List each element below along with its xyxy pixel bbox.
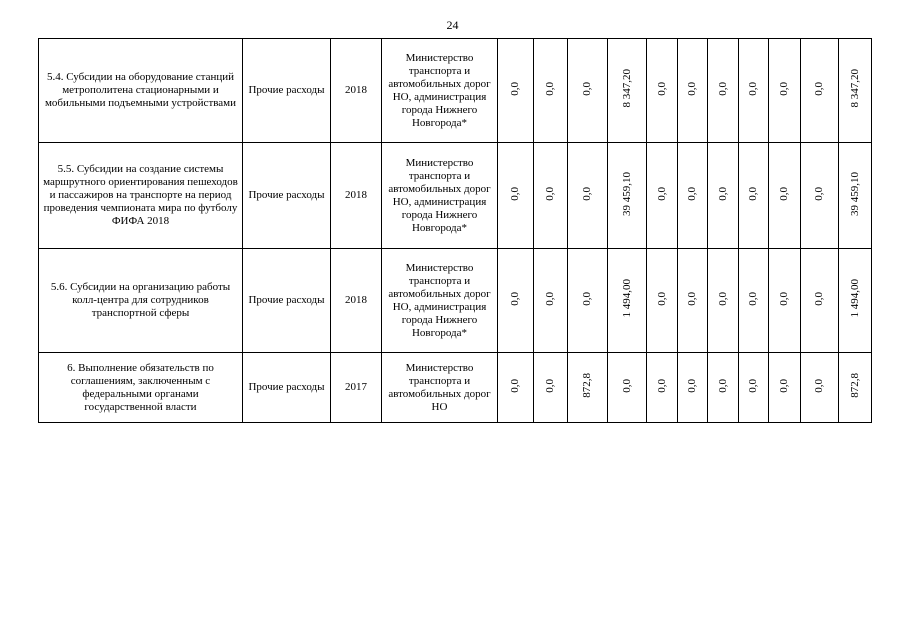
amount-value: 0,0 — [778, 378, 790, 393]
amount-cell — [739, 143, 769, 249]
amount-cell — [708, 143, 739, 249]
amount-cell — [568, 39, 608, 143]
program-item-name: 5.4. Субсидии на оборудование станций метрополитена стационарными и мобильными подъемными устройствами — [39, 39, 243, 143]
amount-cell — [839, 249, 872, 353]
amount-value: 0,0 — [686, 81, 698, 96]
expense-type: Прочие расходы — [243, 143, 331, 249]
amount-cell — [498, 39, 534, 143]
amount-cell — [678, 143, 708, 249]
expense-type: Прочие расходы — [243, 353, 331, 423]
amount-value: 0,0 — [686, 378, 698, 393]
executor: Министерство транспорта и автомобильных дорог НО — [382, 353, 498, 423]
table-row — [39, 143, 872, 249]
amount-cell — [739, 39, 769, 143]
amount-value: 0,0 — [655, 186, 668, 201]
amount-value: 0,0 — [655, 291, 668, 306]
amount-cell — [608, 143, 647, 249]
amount-value: 0,0 — [778, 291, 790, 306]
amount-cell — [534, 249, 568, 353]
amount-value: 0,0 — [686, 186, 698, 201]
program-item-name: 6. Выполнение обязательств по соглашениям, заключенным с федеральными органами государственной власти — [39, 353, 243, 423]
executor: Министерство транспорта и автомобильных дорог НО, администрация города Нижнего Новгорода* — [382, 39, 498, 143]
amount-value: 0,0 — [813, 378, 825, 393]
amount-value: 0,0 — [655, 81, 668, 96]
amount-cell — [769, 143, 801, 249]
program-item-name: 5.6. Субсидии на организацию работы колл-центра для сотрудников транспортной сферы — [39, 249, 243, 353]
amount-cell — [498, 249, 534, 353]
amount-value: 0,0 — [813, 291, 825, 306]
amount-value: 0,0 — [686, 291, 698, 306]
amount-value: 0,0 — [747, 81, 759, 96]
amount-cell — [801, 249, 839, 353]
amount-value: 0,0 — [581, 291, 593, 306]
executor: Министерство транспорта и автомобильных дорог НО, администрация города Нижнего Новгорода* — [382, 143, 498, 249]
amount-cell — [608, 249, 647, 353]
amount-value: 0,0 — [655, 378, 668, 393]
expense-type: Прочие расходы — [243, 249, 331, 353]
table-row — [39, 249, 872, 353]
amount-value: 0,0 — [509, 81, 521, 96]
amount-cell — [647, 143, 678, 249]
amount-cell — [678, 353, 708, 423]
amount-cell — [498, 143, 534, 249]
amount-cell — [739, 249, 769, 353]
amount-cell — [568, 353, 608, 423]
table-row — [39, 39, 872, 143]
page-number: 24 — [446, 18, 459, 32]
amount-cell — [839, 39, 872, 143]
amount-cell — [647, 353, 678, 423]
amount-value: 39 459,10 — [620, 171, 633, 216]
amount-value: 0,0 — [544, 81, 556, 96]
amount-cell — [608, 353, 647, 423]
amount-value: 0,0 — [509, 378, 521, 393]
amount-value: 0,0 — [813, 81, 825, 96]
budget-table — [38, 38, 872, 423]
amount-cell — [839, 353, 872, 423]
amount-value: 0,0 — [581, 186, 593, 201]
amount-value: 0,0 — [747, 186, 759, 201]
amount-value: 8 347,20 — [620, 69, 633, 108]
program-item-name: 5.5. Субсидии на создание системы маршрутного ориентирования пешеходов и пассажиров на транспорте на период проведения чемпионата мира по футболу ФИФА 2018 — [39, 143, 243, 249]
amount-cell — [678, 39, 708, 143]
amount-cell — [647, 39, 678, 143]
amount-cell — [839, 143, 872, 249]
year: 2018 — [331, 39, 382, 143]
amount-value: 872,8 — [848, 373, 861, 398]
year: 2018 — [331, 249, 382, 353]
year: 2018 — [331, 143, 382, 249]
amount-value: 0,0 — [544, 378, 556, 393]
amount-cell — [608, 39, 647, 143]
amount-value: 0,0 — [716, 291, 729, 306]
amount-value: 0,0 — [620, 378, 633, 393]
amount-cell — [708, 249, 739, 353]
amount-value: 0,0 — [778, 186, 790, 201]
amount-cell — [534, 143, 568, 249]
year: 2017 — [331, 353, 382, 423]
amount-cell — [678, 249, 708, 353]
amount-value: 1 494,00 — [848, 279, 861, 318]
amount-value: 0,0 — [581, 81, 593, 96]
amount-cell — [534, 39, 568, 143]
amount-value: 0,0 — [716, 378, 729, 393]
amount-value: 0,0 — [509, 186, 521, 201]
amount-value: 0,0 — [544, 291, 556, 306]
table-row — [39, 353, 872, 423]
amount-cell — [769, 39, 801, 143]
amount-value: 0,0 — [747, 291, 759, 306]
amount-value: 0,0 — [747, 378, 759, 393]
amount-cell — [801, 143, 839, 249]
amount-cell — [568, 143, 608, 249]
amount-value: 1 494,00 — [620, 279, 633, 318]
amount-value: 0,0 — [716, 186, 729, 201]
amount-cell — [801, 39, 839, 143]
amount-cell — [801, 353, 839, 423]
amount-cell — [568, 249, 608, 353]
amount-cell — [708, 353, 739, 423]
amount-cell — [769, 249, 801, 353]
amount-value: 0,0 — [716, 81, 729, 96]
amount-cell — [498, 353, 534, 423]
amount-cell — [739, 353, 769, 423]
amount-value: 0,0 — [544, 186, 556, 201]
amount-cell — [708, 39, 739, 143]
amount-cell — [534, 353, 568, 423]
amount-value: 0,0 — [813, 186, 825, 201]
amount-cell — [769, 353, 801, 423]
amount-value: 0,0 — [778, 81, 790, 96]
amount-value: 0,0 — [509, 291, 521, 306]
amount-value: 8 347,20 — [848, 69, 861, 108]
table-body — [39, 39, 872, 423]
amount-cell — [647, 249, 678, 353]
expense-type: Прочие расходы — [243, 39, 331, 143]
executor: Министерство транспорта и автомобильных дорог НО, администрация города Нижнего Новгорода* — [382, 249, 498, 353]
amount-value: 872,8 — [581, 373, 593, 398]
amount-value: 39 459,10 — [848, 171, 861, 216]
